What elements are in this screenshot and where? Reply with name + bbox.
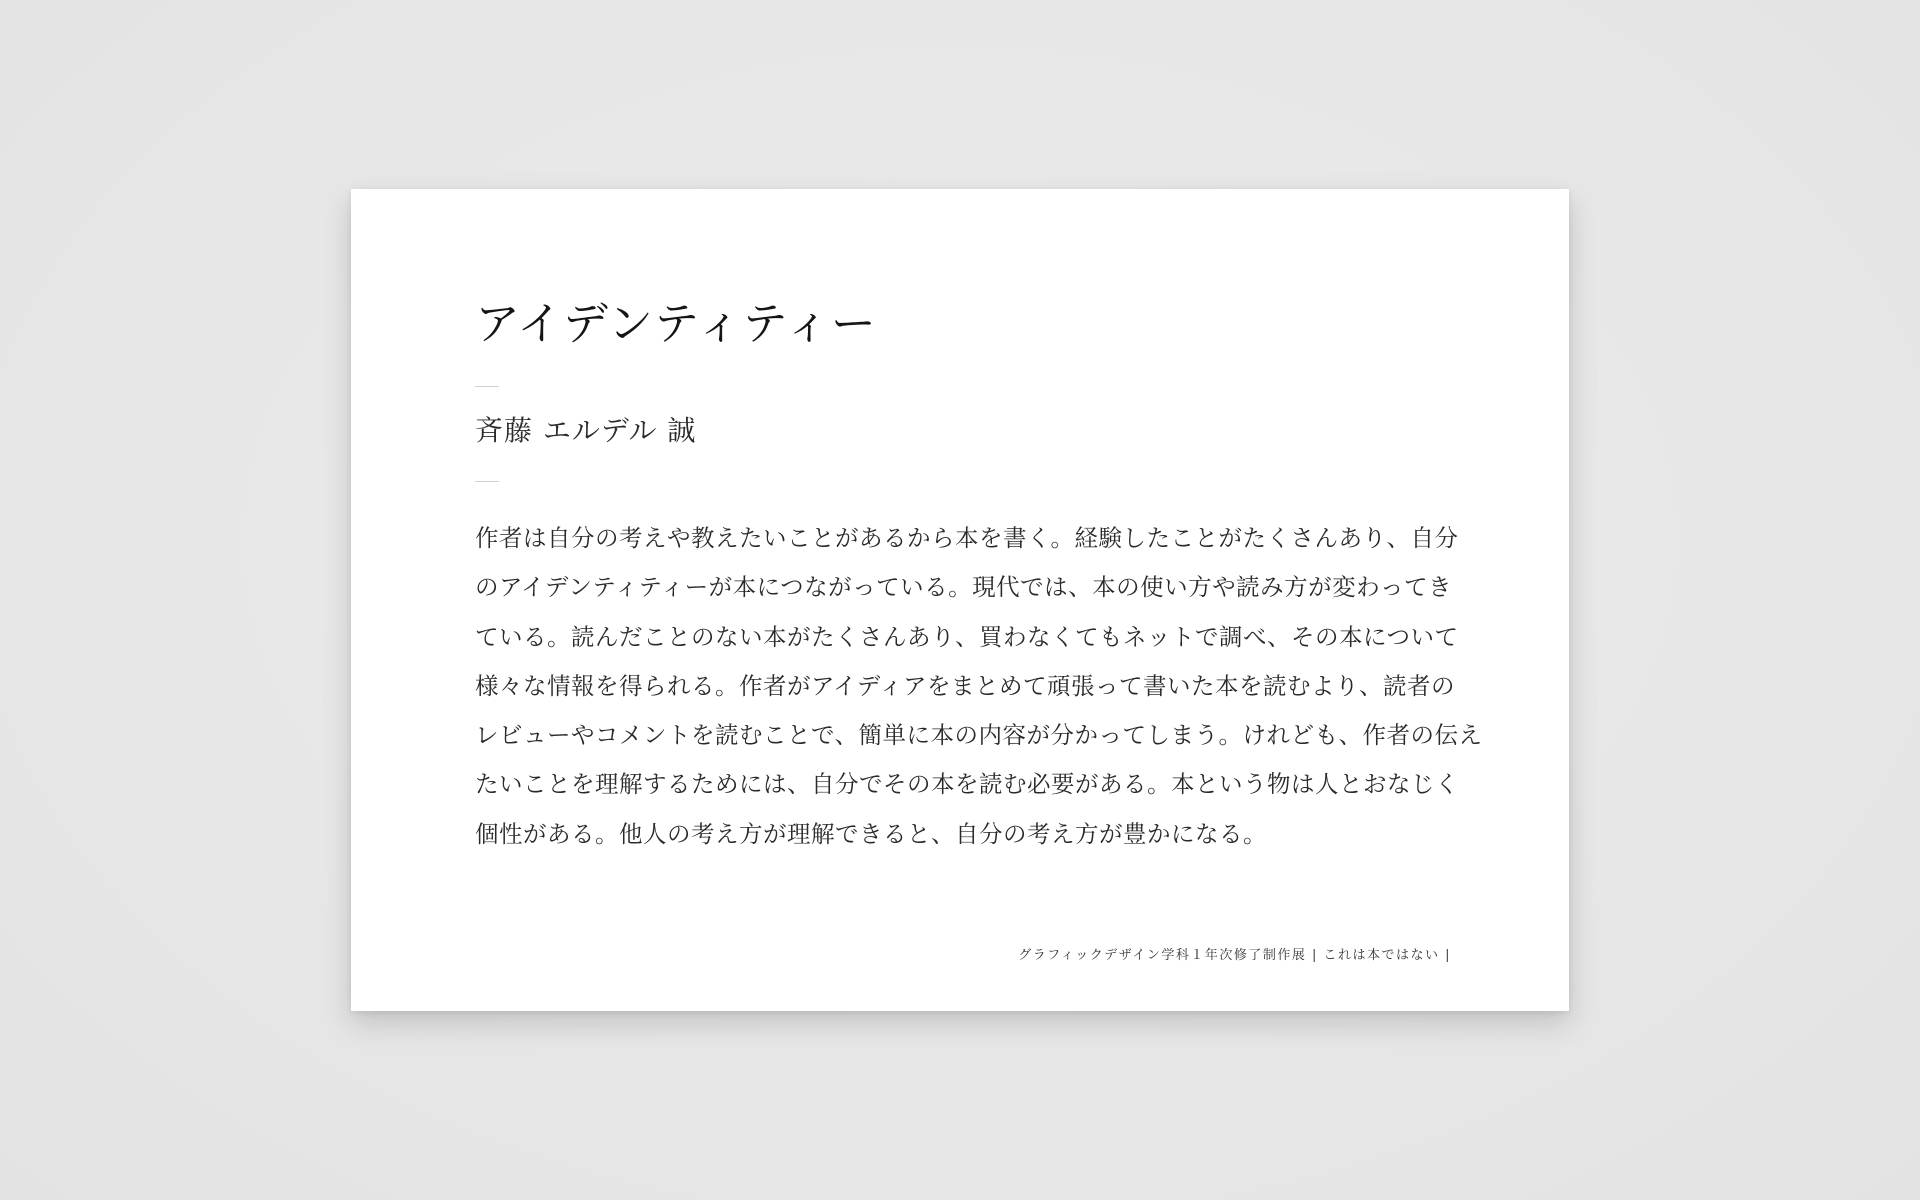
- author-divider: [475, 481, 499, 482]
- body-line: たいことを理解するためには、自分でその本を読む必要がある。本という物は人とおなじく: [475, 770, 1459, 799]
- author-name: 斉藤 エルデル 誠: [475, 414, 697, 447]
- document-title: アイデンティティー: [475, 297, 877, 350]
- body-line: 様々な情報を得られる。作者がアイディアをまとめて頑張って書いた本を読むより、読者の: [475, 671, 1456, 700]
- body-line: 個性がある。他人の考え方が理解できると、自分の考え方が豊かになる。: [475, 819, 1267, 848]
- body-line: のアイデンティティーが本につながっている。現代では、本の使い方や読み方が変わってき: [475, 573, 1452, 602]
- title-divider: [475, 386, 499, 387]
- body-line: 作者は自分の考えや教えたいことがあるから本を書く。経験したことがたくさんあり、自分: [475, 524, 1459, 552]
- body-line: レビューやコメントを読むことで、簡単に本の内容が分かってしまう。けれども、作者の伝え: [475, 721, 1483, 750]
- body-line: ている。読んだことのない本がたくさんあり、買わなくてもネットで調べ、その本について: [475, 622, 1459, 651]
- footer-caption: グラフィックデザイン学科１年次修了制作展 | これは本ではない |: [1018, 948, 1451, 963]
- body-text: [475, 514, 1483, 859]
- document-card: [351, 189, 1569, 1011]
